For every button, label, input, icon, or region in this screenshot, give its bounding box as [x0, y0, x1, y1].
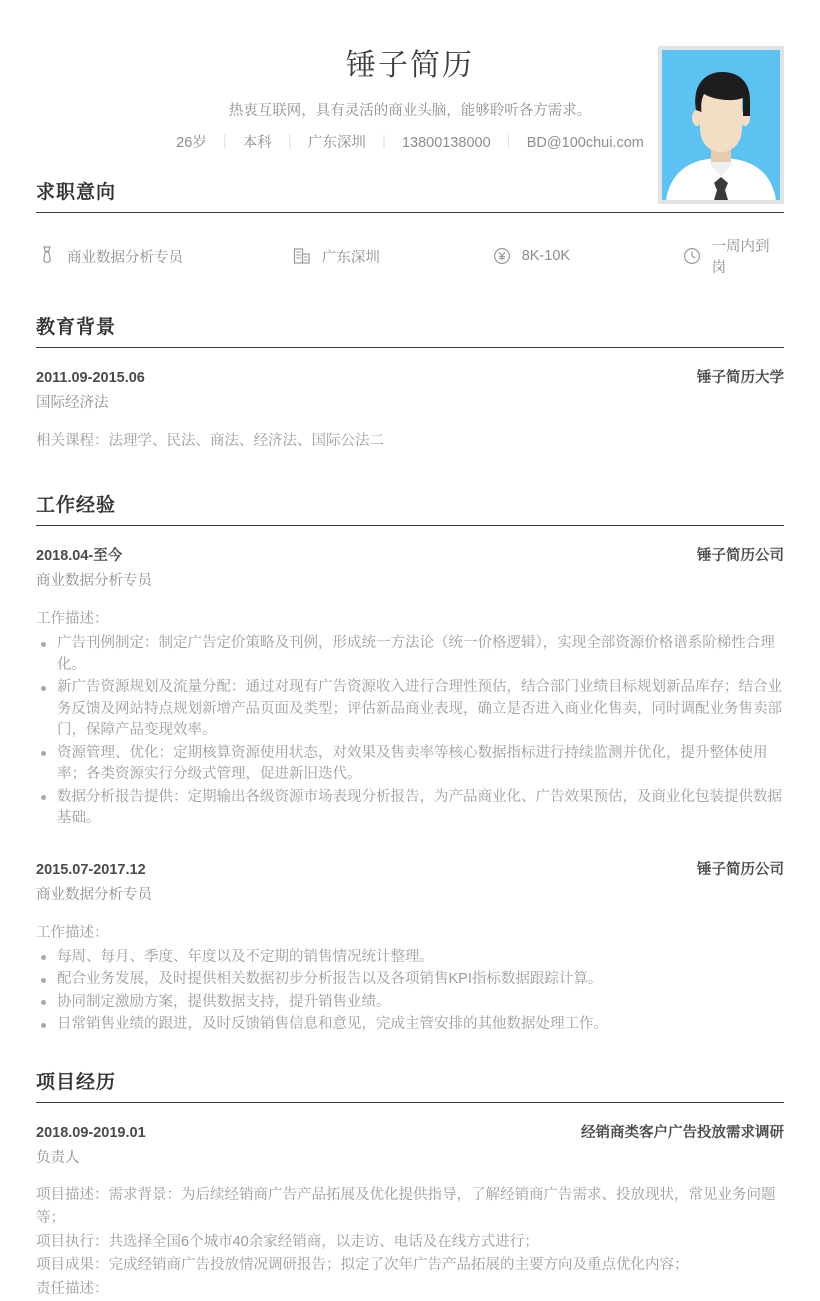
list-item: 广告刊例制定：制定广告定价策略及刊例，形成统一方法论（统一价格逻辑），实现全部资源价格谱系阶梯性合理化。: [36, 633, 784, 676]
education-entry: [36, 362, 784, 453]
project-entry: [36, 1117, 784, 1301]
list-item: 配合业务发展，及时提供相关数据初步分析报告以及各项销售KPI指标数据跟踪计算。: [36, 969, 784, 991]
work-description-label: 工作描述：: [36, 921, 784, 945]
intent-salary-label: 8K-10K: [522, 248, 570, 264]
list-item: 资源管理、优化：定期核算资源使用状态，对效果及售卖率等核心数据指标进行持续监测并优化，提升整体使用率；各类资源实行分级式管理，促进新旧迭代。: [36, 743, 784, 786]
intent-availability: [681, 235, 784, 277]
list-item: 每周、每月、季度、年度以及不定期的销售情况统计整理。: [36, 947, 784, 969]
work-description-list: [36, 633, 784, 830]
entry-date: 2011.09-2015.06: [36, 366, 145, 390]
intent-location-label: 广东深圳: [322, 246, 380, 267]
building-icon: [291, 245, 313, 267]
header-tagline: 热衷互联网，具有灵活的商业头脑，能够聆听各方需求。: [36, 96, 784, 126]
entry-date: 2015.07-2017.12: [36, 858, 146, 882]
project-execution-line: 项目执行：共选择全国6个城市40余家经销商，以走访、电话及在线方式进行；: [36, 1231, 784, 1255]
contact-location: 广东深圳: [308, 135, 366, 151]
project-responsibility-label: 责任描述：: [36, 1278, 784, 1301]
contact-separator: ｜: [211, 128, 239, 156]
job-intention-row: [36, 227, 784, 279]
project-description-block: [36, 1184, 784, 1301]
section-work-experience: [36, 493, 784, 1036]
contact-separator: ｜: [276, 128, 304, 156]
list-item: 数据分析报告提供：定期输出各级资源市场表现分析报告，为产品商业化、广告效果预估，及商业化包装提供数据基础。: [36, 787, 784, 830]
page-title: 锤子简历: [36, 44, 784, 88]
entry-organization: 锤子简历公司: [697, 544, 784, 568]
entry-role: 商业数据分析专员: [36, 569, 784, 593]
tie-icon: [36, 245, 58, 267]
avatar: [658, 46, 784, 204]
entry-role: 负责人: [36, 1146, 784, 1170]
section-divider: [36, 347, 784, 348]
resume-header: [36, 0, 784, 170]
section-divider: [36, 1102, 784, 1103]
section-title-job-intention: 求职意向: [36, 180, 784, 212]
section-title-education: 教育背景: [36, 315, 784, 347]
intent-position: [36, 245, 291, 267]
entry-header: [36, 1121, 784, 1145]
list-item: 新广告资源规划及流量分配：通过对现有广告资源收入进行合理性预估，结合部门业绩目标规划新品库存；结合业务反馈及网站特点规划新增产品页面及类型；评估新品商业表现，确立是否进入商业化售卖，同时调配业务售卖部门，保障产品变现效率。: [36, 677, 784, 742]
work-description-list: [36, 947, 784, 1036]
intent-position-label: 商业数据分析专员: [67, 246, 183, 267]
entry-organization: 锤子简历大学: [697, 366, 784, 390]
entry-courses: 相关课程：法理学、民法、商法、经济法、国际公法二: [36, 429, 784, 453]
section-title-project-experience: 项目经历: [36, 1070, 784, 1102]
entry-organization: 锤子简历公司: [697, 858, 784, 882]
intent-location: [291, 245, 491, 267]
work-entry: [36, 854, 784, 1036]
work-description-label: 工作描述：: [36, 607, 784, 631]
contact-separator: ｜: [370, 128, 398, 156]
section-education: [36, 315, 784, 453]
entry-date: 2018.04-至今: [36, 544, 122, 568]
intent-availability-label: 一周内到岗: [712, 235, 784, 277]
entry-header: [36, 858, 784, 882]
contact-phone: 13800138000: [402, 135, 491, 151]
avatar-illustration: [662, 50, 780, 200]
yen-icon: [491, 245, 513, 267]
contact-age: 26岁: [176, 135, 207, 151]
entry-header: [36, 366, 784, 390]
project-description-line: 项目描述：需求背景：为后续经销商广告产品拓展及优化提供指导，了解经销商广告需求、投放现状，常见业务问题等；: [36, 1184, 784, 1231]
intent-salary: [491, 245, 681, 267]
section-divider: [36, 525, 784, 526]
entry-date: 2018.09-2019.01: [36, 1121, 146, 1145]
entry-header: [36, 544, 784, 568]
entry-role: 商业数据分析专员: [36, 883, 784, 907]
entry-project-name: 经销商类客户广告投放需求调研: [581, 1121, 784, 1145]
list-item: 协同制定激励方案，提供数据支持，提升销售业绩。: [36, 992, 784, 1014]
list-item: 日常销售业绩的跟进，及时反馈销售信息和意见，完成主管安排的其他数据处理工作。: [36, 1014, 784, 1036]
section-project-experience: [36, 1070, 784, 1301]
entry-major: 国际经济法: [36, 391, 784, 415]
clock-icon: [681, 245, 703, 267]
work-entry: [36, 540, 784, 830]
contact-separator: ｜: [495, 128, 523, 156]
project-result-line: 项目成果：完成经销商广告投放情况调研报告；拟定了次年广告产品拓展的主要方向及重点优化内容；: [36, 1254, 784, 1278]
contact-degree: 本科: [243, 135, 272, 151]
section-divider: [36, 212, 784, 213]
contact-email: BD@100chui.com: [527, 135, 644, 151]
section-title-work-experience: 工作经验: [36, 493, 784, 525]
